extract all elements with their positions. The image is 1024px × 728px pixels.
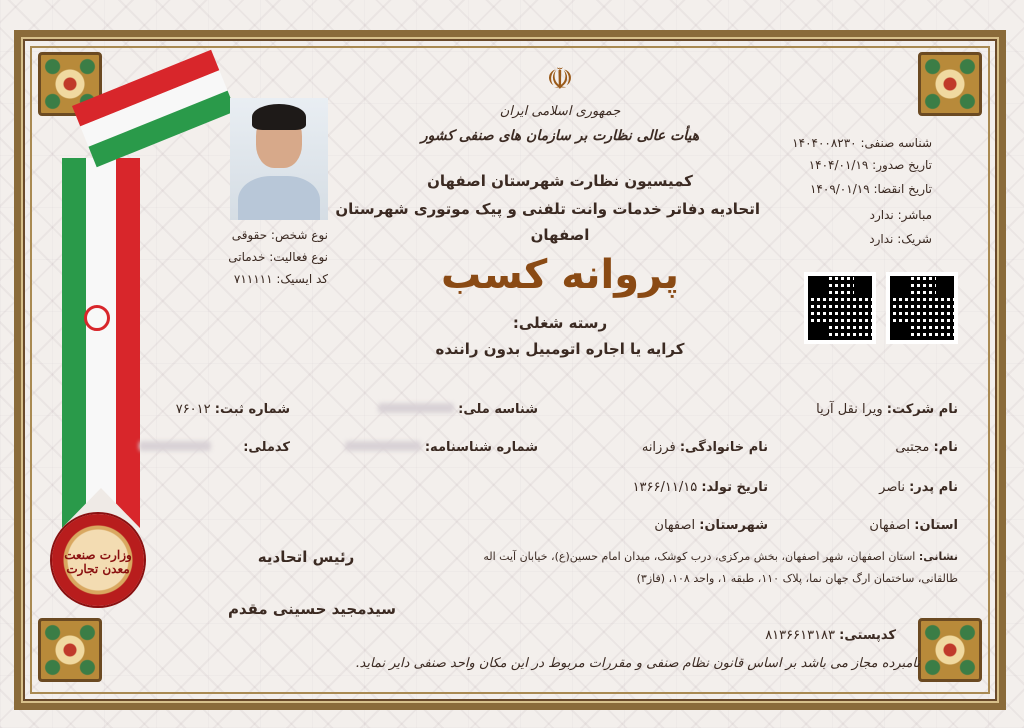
expiry-date: تاریخ انقضا: ۱۴۰۹/۰۱/۱۹ [809,182,932,196]
national-id-row [378,402,538,417]
activity-type: نوع فعالیت: خدماتی [228,250,328,264]
ministry-seal [52,514,144,606]
trade-label: رسته شغلی: [512,314,608,332]
province-value: اصفهان [869,518,911,533]
isic-code: کد ایسیک: ۷۱۱۱۱۱ [233,272,328,286]
holder-photo [230,98,328,220]
name-label: نام: [933,440,958,455]
birth-date-value: ۱۳۶۶/۱۱/۱۵ [632,480,698,495]
trade-value: کرایه یا اجاره اتومبیل بدون راننده [435,340,685,358]
partner-field: شریک: ندارد [869,232,932,246]
family-label: نام خانوادگی: [679,440,768,455]
birth-cert-row [345,440,538,455]
corner-ornament-top-right [918,52,982,116]
city-row [654,518,768,533]
union-title-line2: اصفهان [530,226,590,244]
birth-date-row [633,480,768,495]
city-value: اصفهان [654,518,696,533]
registration-label: شماره ثبت: [214,402,290,417]
postal-row [765,628,896,643]
flag-ribbon-vertical [62,158,140,528]
footer-note: نامبرده مجاز می باشد بر اساس قانون نظام صنفی و مقررات مربوط در این مکان واحد صنفی دایر نماید. [355,656,920,671]
registration-value: ۷۶۰۱۲ [175,402,211,417]
birth-cert-redacted [345,441,421,451]
address-value-1: استان اصفهان، شهر اصفهان، بخش مرکزی، درب کوشک، میدان امام حسین(ع)، خیابان آیت اله [483,550,916,563]
company-value: ویرا نقل آریا [816,402,883,417]
national-id-redacted [378,403,454,413]
flag-emblem-icon [84,305,110,331]
union-title-line1: اتحادیه دفاتر خدمات وانت تلفنی و پیک موتوری شهرستان [335,200,760,218]
signature-name: سیدمجید حسینی مقدم [227,600,397,618]
person-type: نوع شخص: حقوقی [231,228,328,242]
iran-emblem-icon: ☫ [546,62,574,97]
address-line1 [483,550,958,563]
qr-code-right [886,272,958,344]
flag-ribbon [52,88,222,528]
company-row [816,402,958,417]
city-label: شهرستان: [699,518,768,533]
province-row [869,518,958,533]
qr-code-left [804,272,876,344]
province-label: استان: [914,518,958,533]
address-value-2: طالقانی، ساختمان ارگ جهان نما، پلاک ۱۱۰، طبقه ۱، واحد ۱۰۸، (فاز۳) [636,572,958,585]
father-value: ناصر [879,480,905,495]
seal-text: وزارت صنعت معدن تجارت [64,548,132,576]
national-code-row [139,440,290,455]
birth-cert-label: شماره شناسنامه: [424,440,538,455]
commission-title: کمیسیون نظارت شهرستان اصفهان [427,172,693,190]
corner-ornament-bottom-left [38,618,102,682]
operator-field: مباشر: ندارد [869,208,932,222]
family-value: فرزانه [641,440,676,455]
national-id-label: شناسه ملی: [458,402,538,417]
issue-date: تاریخ صدور: ۱۴۰۴/۰۱/۱۹ [808,158,932,172]
father-row [879,480,958,495]
birth-date-label: تاریخ تولد: [701,480,768,495]
address-label: نشانی: [918,550,958,563]
high-board-title: هیأت عالی نظارت بر سازمان های صنفی کشور [420,128,700,144]
postal-value: ۸۱۳۶۶۱۳۱۸۳ [765,628,836,643]
corner-ornament-bottom-right [918,618,982,682]
republic-title: جمهوری اسلامی ایران [499,104,621,119]
national-code-label: کدملی: [243,440,290,455]
national-code-redacted [139,441,211,451]
signature-title: رئیس اتحادیه [257,548,355,566]
company-label: نام شرکت: [886,402,958,417]
name-row [895,440,958,455]
family-row [642,440,768,455]
father-label: نام پدر: [909,480,958,495]
name-value: مجتبی [895,440,930,455]
guild-id: شناسه صنفی: ۱۴۰۴۰۰۸۲۳۰ [792,136,932,150]
registration-row [176,402,290,417]
postal-label: کدپستی: [839,628,896,643]
main-title: پروانه کسب [441,252,679,298]
